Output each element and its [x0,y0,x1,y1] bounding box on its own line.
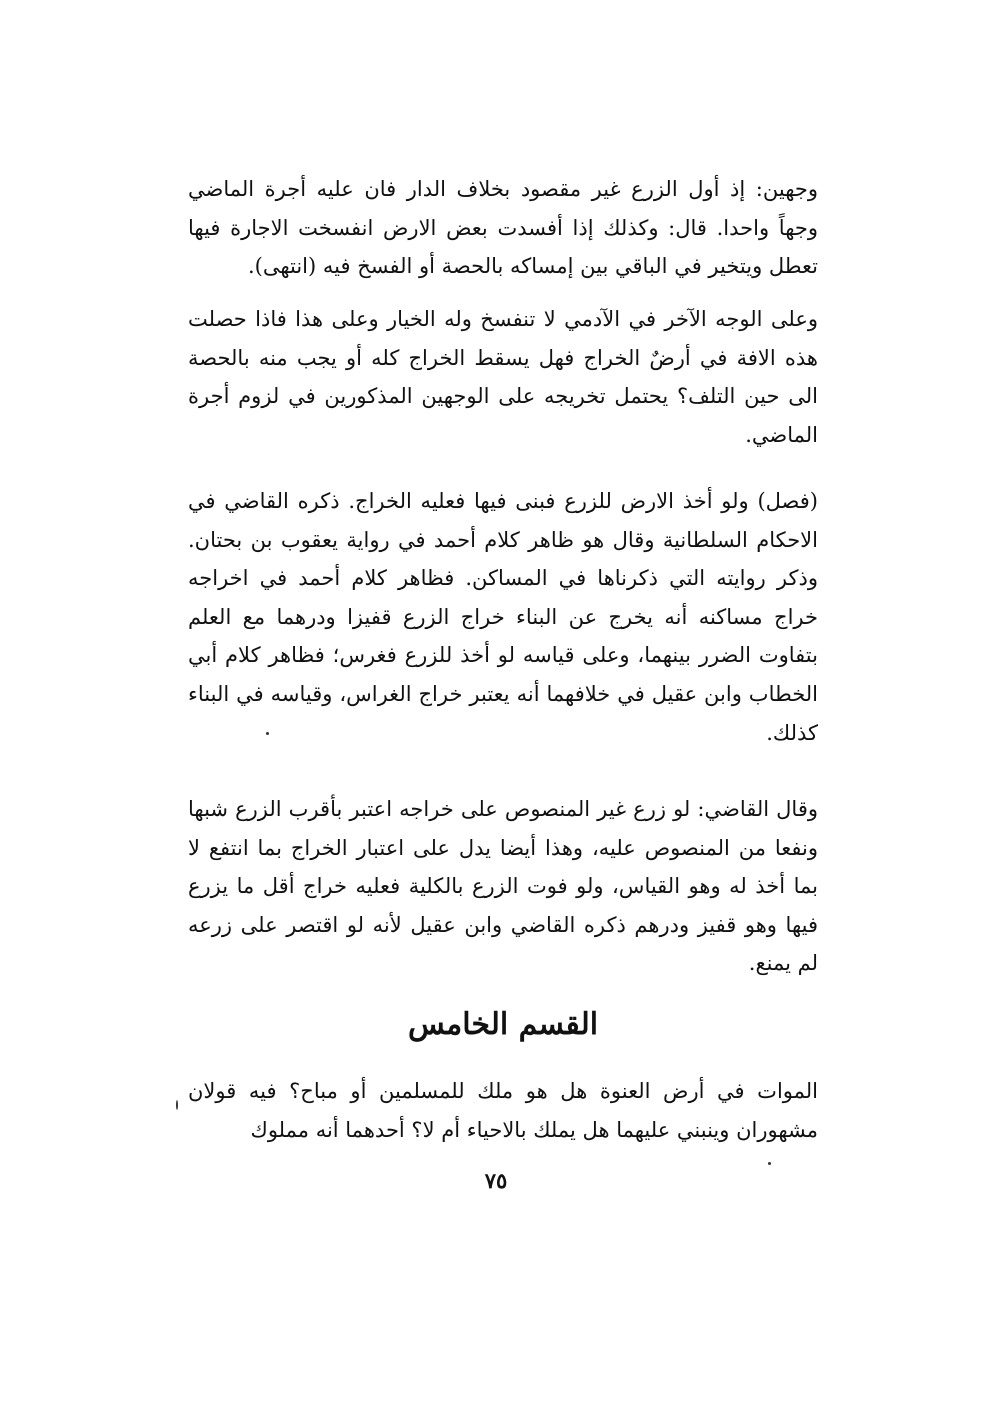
paragraph-1 [188,170,818,286]
paragraph-1-text: وجهين: إذ أول الزرع غير مقصود بخلاف الدار فان عليه أجرة الماضي وجهاً واحدا. قال: وكذلك إذا أفسدت بعض الارض انفسخت الاجارة فيها تعطل ويتخير في الباقي بين إمساكه بالحصة أو الفسخ فيه (انتهى). [188,177,818,279]
paragraph-3-text: (فصل) ولو أخذ الارض للزرع فبنى فيها فعليه الخراج. ذكره القاضي في الاحكام السلطانية وقال هو ظاهر كلام أحمد في رواية يعقوب بن بحتان. وذكر روايته التي ذكرناها في المساكن. فظاهر كلام أحمد في اخراجه خراج مساكنه أنه يخرج عن البناء خراج الزرع قفيزا ودرهما مع العلم بتفاوت الضرر بينهما، وعلى قياسه لو أخذ للزرع فغرس؛ فظاهر كلام أبي الخطاب وابن عقيل في خلافهما أنه يعتبر خراج الغراس، وقياسه في البناء كذلك. [188,489,818,745]
paragraph-2-text: وعلى الوجه الآخر في الآدمي لا تنفسخ وله الخيار وعلى هذا فاذا حصلت هذه الافة في أرضٌ الخراج فهل يسقط الخراج كله أو يجب منه بالحصة الى حين التلف؟ يحتمل تخريجه على الوجهين المذكورين في لزوم أجرة الماضي. [188,307,818,447]
paragraph-5-text: الموات في أرض العنوة هل هو ملك للمسلمين أو مباح؟ فيه قولان مشهوران وينبني عليهما هل يملك بالاحياء أم لا؟ أحدهما أنه مملوك [188,1079,818,1142]
paragraph-4-text: وقال القاضي: لو زرع غير المنصوص على خراجه اعتبر بأقرب الزرع شبها ونفعا من المنصوص عليه، وهذا أيضا يدل على اعتبار الخراج بما انتفع لا بما أخذ له وهو القياس، ولو فوت الزرع بالكلية فعليه خراج أقل ما يزرع فيها وهو قفيز ودرهم ذكره القاضي وابن عقيل لأنه لو اقتصر على زرعه لم يمنع. [188,797,818,976]
section-heading: القسم الخامس [407,1007,599,1042]
page-number: ٧٥ [484,1168,508,1193]
paragraph-4 [188,790,818,983]
scan-speck [768,1162,771,1165]
paragraph-3 [188,482,818,752]
scan-speck [176,1100,178,1110]
paragraph-2 [188,300,818,454]
paragraph-5 [188,1072,818,1149]
scan-speck [266,732,269,735]
